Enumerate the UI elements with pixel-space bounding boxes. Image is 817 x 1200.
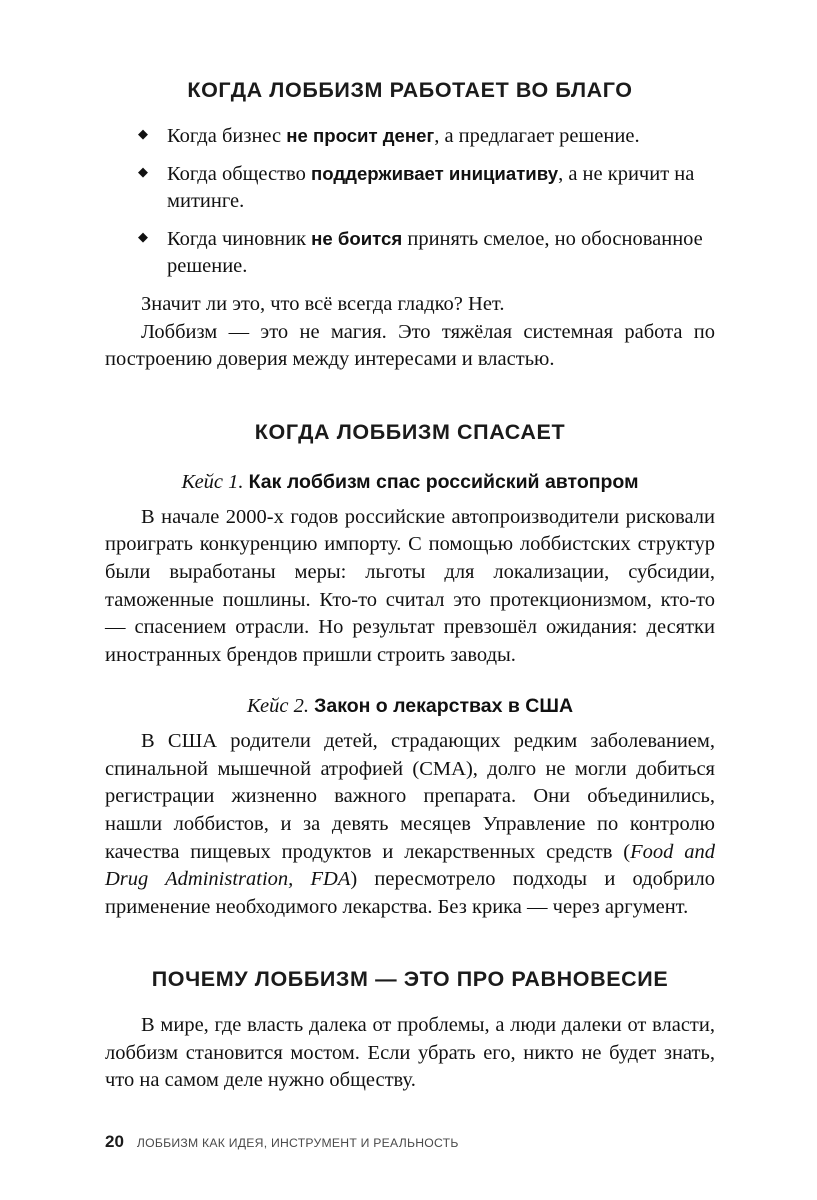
running-title: ЛОББИЗМ КАК ИДЕЯ, ИНСТРУМЕНТ И РЕАЛЬНОСТЬ <box>136 1136 459 1150</box>
list-item <box>105 123 715 150</box>
heading-lobbying-for-good: КОГДА ЛОББИЗМ РАБОТАЕТ ВО БЛАГО <box>187 78 633 102</box>
case-1-name: Как лоббизм спас российский автопром <box>248 470 639 493</box>
bullet-icon: ◆ <box>138 126 148 141</box>
bullet-text-suffix: принять смелое, но обоснованное решение. <box>167 228 703 278</box>
bullet-text-bold: не просит денег <box>286 125 435 146</box>
list-item <box>105 161 715 215</box>
bullet-icon: ◆ <box>138 229 148 245</box>
bullet-text-bold: не боится <box>311 228 403 250</box>
bullet-icon: ◆ <box>138 164 148 180</box>
paragraph-lobbying-not-magic: Лоббизм — это не магия. Это тяжёлая системная работа по построению доверия между интересами и властью. <box>105 320 715 371</box>
bullet-text-bold: поддерживает инициативу <box>311 163 559 185</box>
heading-lobbying-saves: КОГДА ЛОББИЗМ СПАСАЕТ <box>254 419 566 444</box>
case-1-label: Кейс 1. <box>181 470 244 493</box>
bullet-text-suffix: , а предлагает решение. <box>434 125 640 147</box>
case-2-label: Кейс 2. <box>246 695 310 718</box>
bullet-text-prefix: Когда чиновник <box>167 228 312 251</box>
list-item <box>105 226 715 280</box>
page-content <box>105 78 715 1095</box>
paragraph-balance: В мире, где власть далека от проблемы, а люди далеки от власти, лоббизм становится мостом. Если убрать его, никто не будет знать, что на самом деле нужно обществу. <box>105 1014 715 1092</box>
case-1-title <box>105 471 715 494</box>
bullet-text-prefix: Когда бизнес <box>167 125 287 147</box>
case-2-text-part-2: ) пересмотрело подходы и одобрило применение необходимого лекарства. Без крика — через аргумент. <box>105 868 715 918</box>
case-2-title <box>105 695 715 718</box>
bullet-text-suffix: , а не кричит на митинге. <box>167 163 695 213</box>
bullet-list-conditions <box>105 123 715 280</box>
case-2-text-part-1: В США родители детей, страдающих редким заболеванием, спинальной мышечной атрофией (СМА), долго не могли добиться регистрации жизненно важного препарата. Они объединились, нашли лоббистов, и за девять месяцев Управление по контролю качества пищевых продуктов и лекарственных средств ( <box>105 730 715 863</box>
case-1-paragraph: В начале 2000-х годов российские автопроизводители рисковали проиграть конкуренцию импорту. С помощью лоббистских структур были выработаны меры: льготы для локализации, субсидии, таможенные пошлины. Кто-то считал это протекционизмом, кто-то — спасением отрасли. Но результат превзошёл ожидания: десятки иностранных брендов пришли строить заводы. <box>105 505 715 666</box>
page-footer <box>105 1132 459 1152</box>
case-2-italic-fda: Food and Drug Administration, FDA <box>105 840 715 891</box>
heading-balance: ПОЧЕМУ ЛОББИЗМ — ЭТО ПРО РАВНОВЕСИЕ <box>151 967 669 992</box>
page-number: 20 <box>105 1132 124 1151</box>
bullet-text-prefix: Когда общество <box>167 163 311 186</box>
case-2-paragraph <box>105 728 715 921</box>
paragraph-smooth-question: Значит ли это, что всё всегда гладко? Нет. <box>141 293 505 316</box>
case-2-name: Закон о лекарствах в США <box>314 695 574 718</box>
